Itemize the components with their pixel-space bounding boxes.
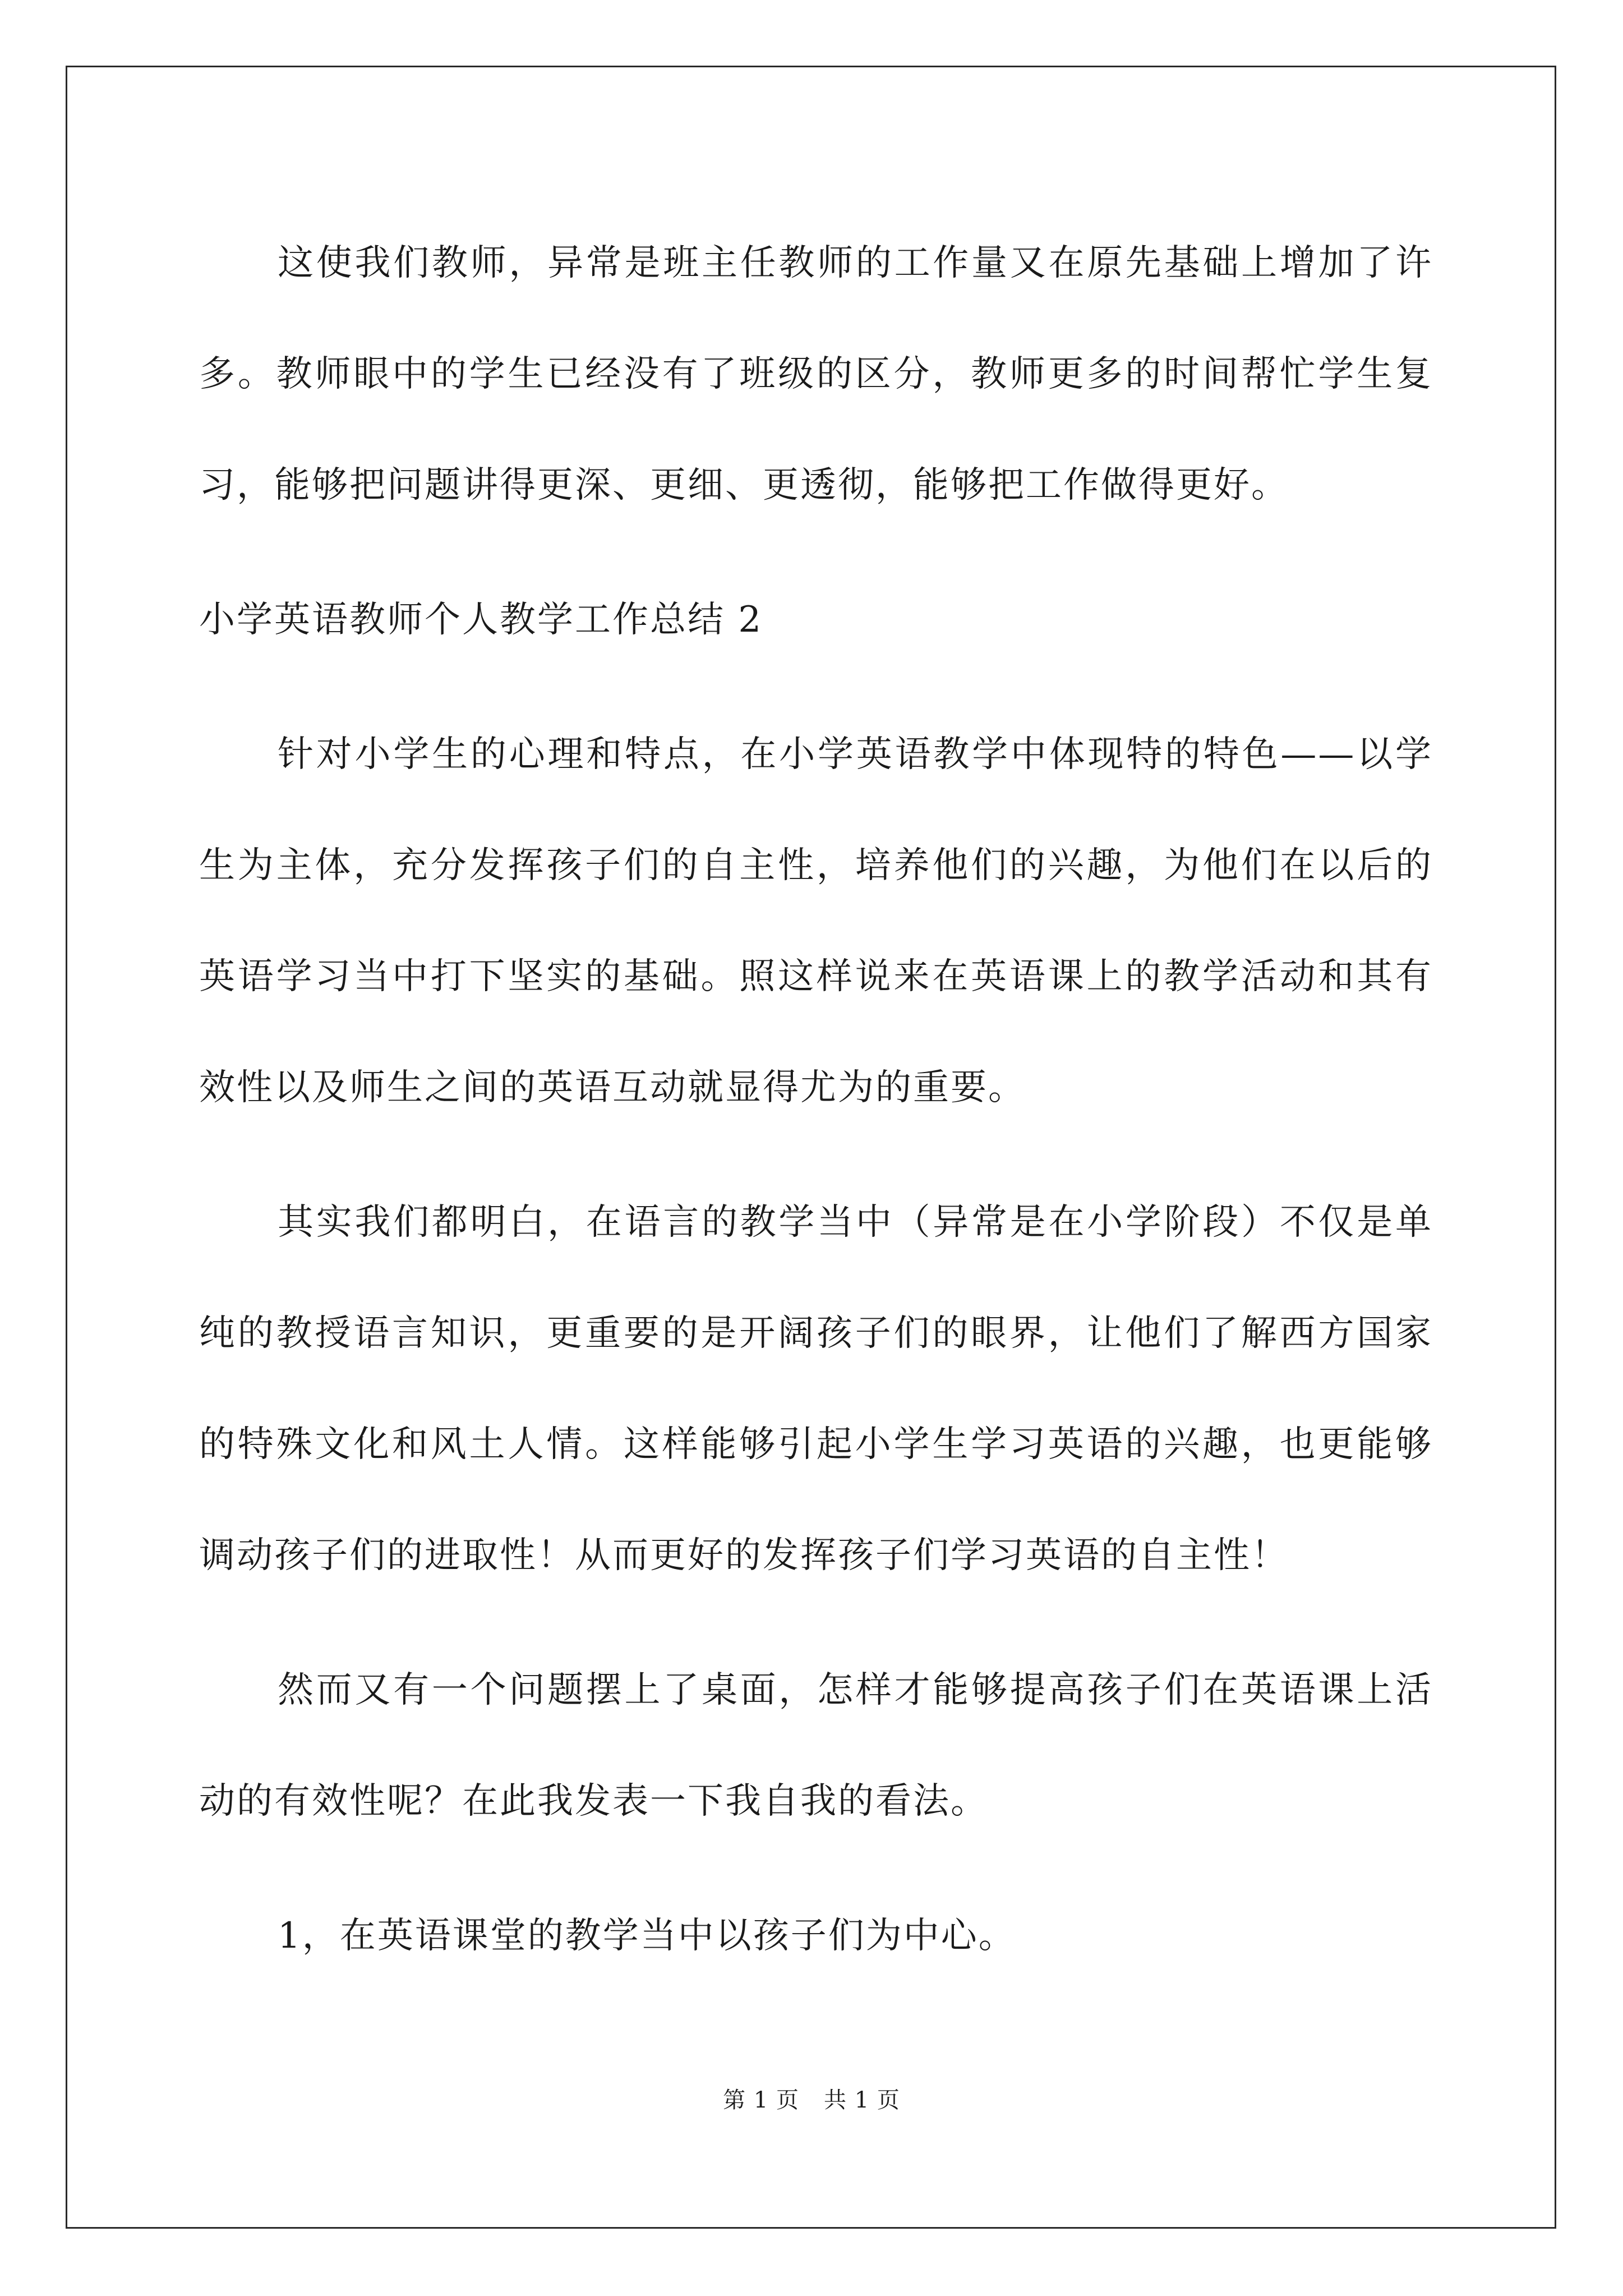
paragraph-2: 针对小学生的心理和特点，在小学英语教学中体现特的特色——以学生为主体，充分发挥孩子们的自主性，培养他们的兴趣，为他们在以后的英语学习当中打下坚实的基础。照这样说来在英语课上的教学活动和其有效性以及师生之间的英语互动就显得尤为的重要。 — [199, 734, 1433, 1108]
section-heading: 小学英语教师个人教学工作总结 2 — [199, 599, 763, 641]
paragraph-gap — [199, 1857, 1433, 1880]
paragraph-gap — [199, 675, 1433, 699]
paragraph-gap — [199, 1143, 1433, 1167]
paragraph-3: 其实我们都明白，在语言的教学当中（异常是在小学阶段）不仅是单纯的教授语言知识，更重要的是开阔孩子们的眼界，让他们了解西方国家的特殊文化和风土人情。这样能够引起小学生学习英语的兴趣，也更能够调动孩子们的进取性！从而更好的发挥孩子们学习英语的自主性！ — [199, 1202, 1433, 1576]
document-body — [199, 208, 1433, 1991]
page-footer — [0, 2082, 1623, 2114]
paragraph-1: 这使我们教师，异常是班主任教师的工作量又在原先基础上增加了许多。教师眼中的学生已经没有了班级的区分，教师更多的时间帮忙学生复习，能够把问题讲得更深、更细、更透彻，能够把工作做得更好。 — [199, 242, 1433, 506]
page-total: 共 1 页 — [824, 2087, 900, 2113]
paragraph-gap — [199, 1611, 1433, 1635]
paragraph-4: 然而又有一个问题摆上了桌面，怎样才能够提高孩子们在英语课上活动的有效性呢？在此我发表一下我自我的看法。 — [199, 1669, 1433, 1822]
paragraph-5: 1，在英语课堂的教学当中以孩子们为中心。 — [278, 1915, 1016, 1957]
page-number: 第 1 页 — [723, 2087, 799, 2113]
paragraph-gap — [199, 541, 1433, 564]
